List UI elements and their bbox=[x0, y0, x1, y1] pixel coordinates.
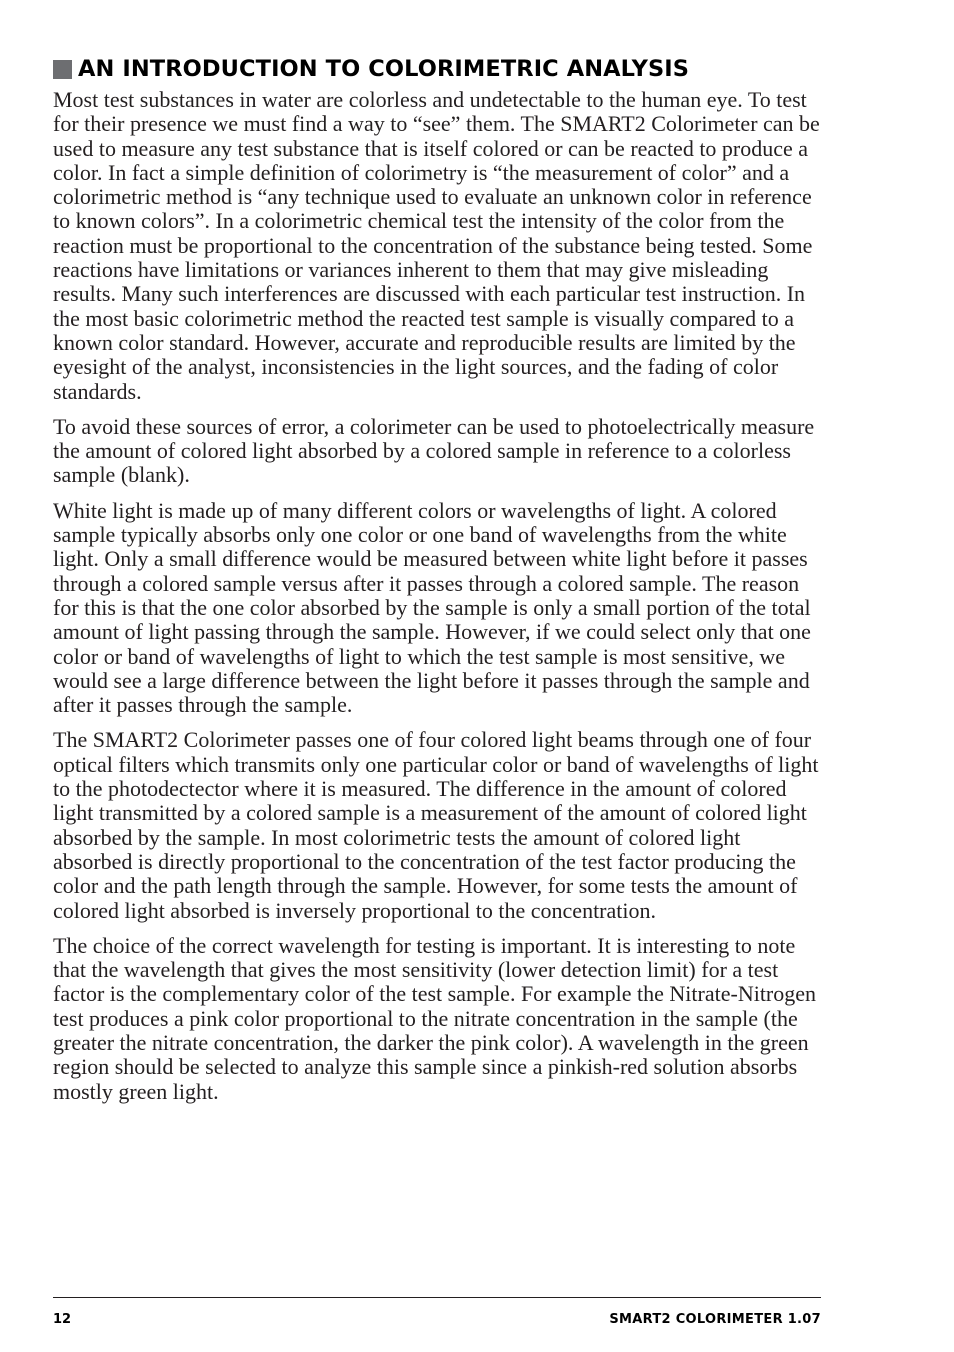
section-title: AN INTRODUCTION TO COLORIMETRIC ANALYSIS bbox=[78, 56, 690, 82]
footer-document-title: SMART2 COLORIMETER 1.07 bbox=[609, 1312, 821, 1327]
paragraph-avoid-errors: To avoid these sources of error, a colorimeter can be used to photoelectrically measure the amount of colored light absorbed by a colored sample in reference to a colorless sample (blank). bbox=[53, 413, 815, 488]
page-content bbox=[53, 54, 823, 1115]
section-heading bbox=[53, 54, 823, 84]
footer-divider bbox=[53, 1297, 821, 1298]
page-number: 12 bbox=[53, 1312, 72, 1327]
paragraph-white-light: White light is made up of many different colors or wavelengths of light. A colored sample typically absorbs only one color or one band of wavelengths from the white light. Only a small difference would be measured between white light before it passes through a colored sample versus after it passes through a colored sample. The reason for this is that the one color absorbed by the sample is only a small portion of the total amount of light passing through the sample. However, if we could select only that one color or band of wavelengths of light to which the test sample is most sensitive, we would see a large difference between the light before it passes through the sample and after it passes through the sample. bbox=[53, 497, 811, 718]
square-bullet-icon bbox=[53, 60, 72, 79]
paragraph-smart2-colorimeter: The SMART2 Colorimeter passes one of four colored light beams through one of four optical filters which transmits only one particular color or band of wavelengths of light to the photodectector where it is measured. The difference in the amount of colored light transmitted by a colored sample is a measurement of the amount of colored light absorbed by the sample. In most colorimetric tests the amount of colored light absorbed is directly proportional to the concentration of the test factor producing the color and the path length through the sample. However, for some tests the amount of colored light absorbed is inversely proportional to the concentration. bbox=[53, 727, 819, 923]
paragraph-wavelength-choice: The choice of the correct wavelength for testing is important. It is interesting to note that the wavelength that gives the most sensitivity (lower detection limit) for a test factor is the complementary color of the test sample. For example the Nitrate-Nitrogen test produces a pink color proportional to the nitrate concentration in the sample (the greater the nitrate concentration, the darker the pink color). A wavelength in the green region should be selected to analyze this sample since a pinkish-red solution absorbs mostly green light. bbox=[53, 932, 817, 1104]
paragraph-intro: Most test substances in water are colorless and undetectable to the human eye. To test for their presence we must find a way to “see” them. The SMART2 Colorimeter can be used to measure any test substance that is itself colored or can be reacted to produce a color. In fact a simple definition of colorimetry is “the measurement of color” and a colorimetric method is “any technique used to evaluate an unknown color in reference to known colors”. In a colorimetric chemical test the intensity of the color from the reaction must be proportional to the concentration of the substance being tested. Some reactions have limitations or variances inherent to them that may give misleading results. Many such interferences are discussed with each particular test instruction. In the most basic colorimetric method the reacted test sample is visually compared to a known color standard. However, accurate and reproducible results are limited by the eyesight of the analyst, inconsistencies in the light sources, and the fading of color standards. bbox=[53, 87, 820, 404]
